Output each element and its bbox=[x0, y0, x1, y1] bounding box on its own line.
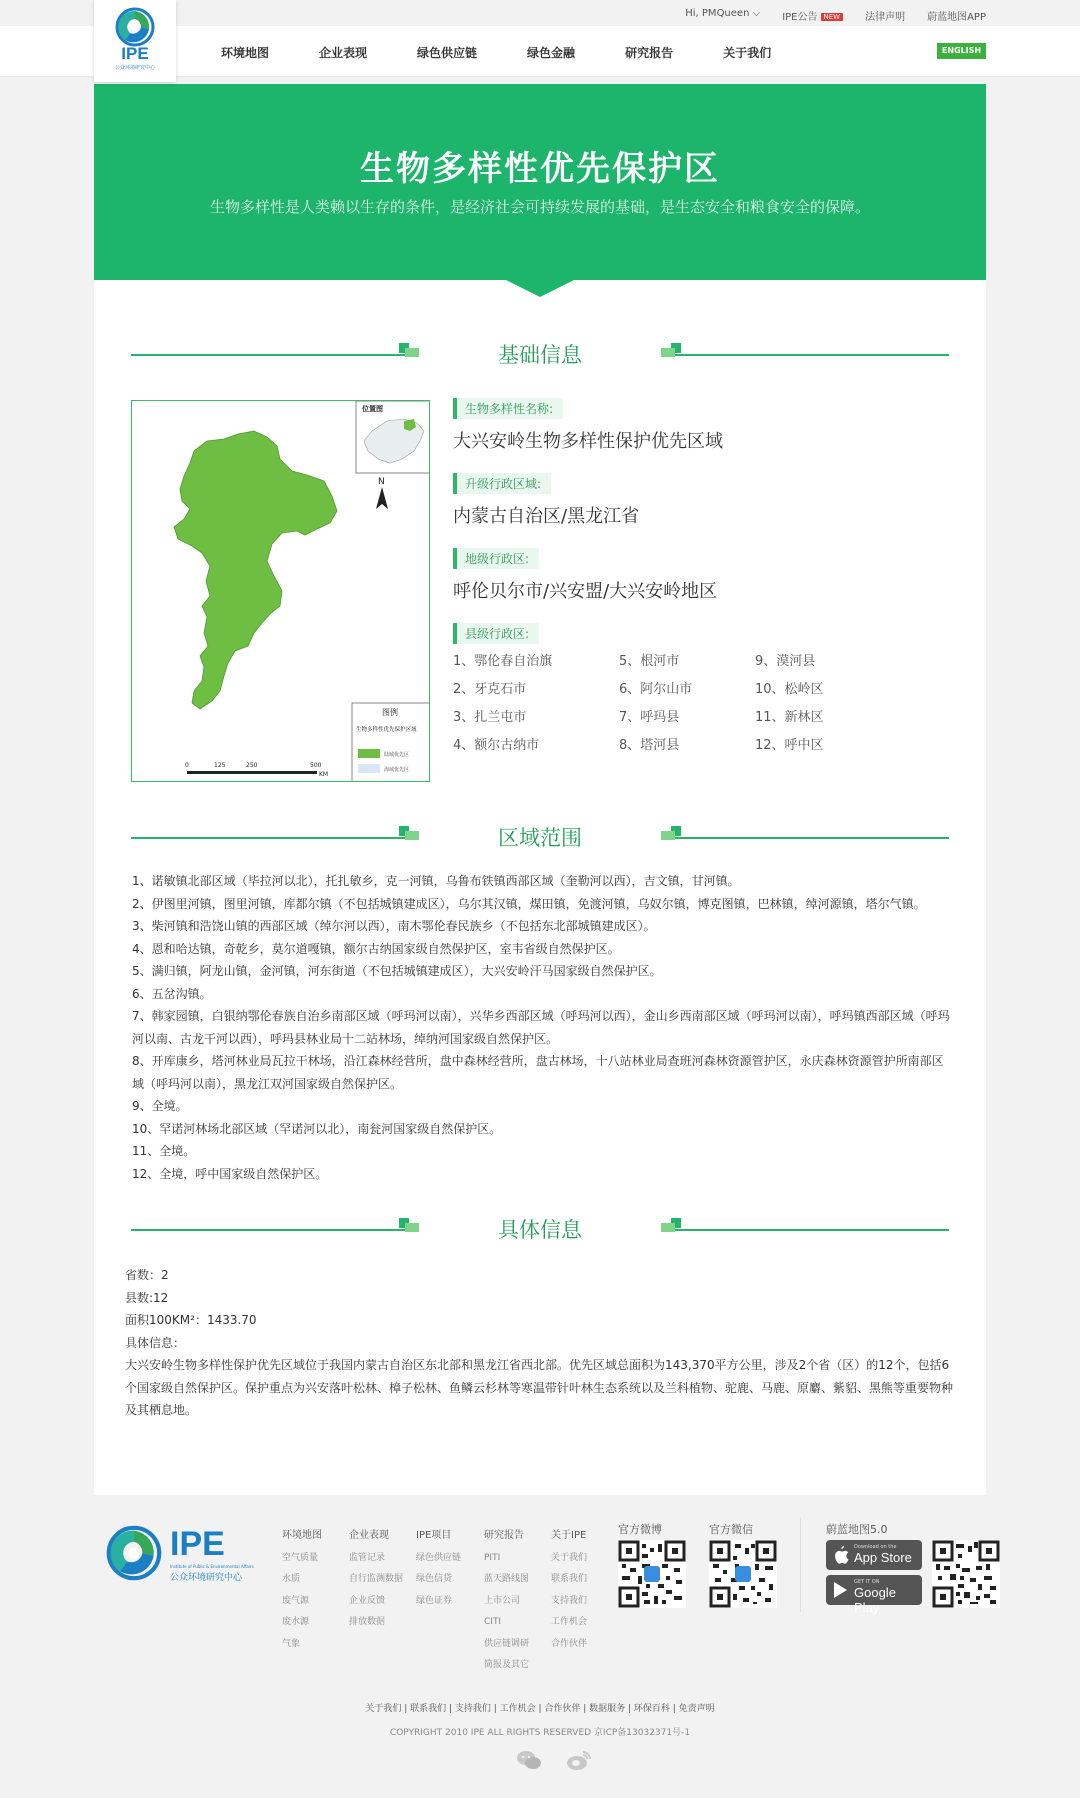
section-title-detail: 具体信息 bbox=[498, 1218, 582, 1242]
nav-item-about[interactable]: 关于我们 bbox=[723, 46, 772, 60]
info-province-block bbox=[453, 473, 639, 528]
county-item: 4、额尔古纳市 bbox=[453, 738, 540, 753]
top-links bbox=[685, 8, 986, 23]
logo-text: IPE bbox=[121, 44, 149, 63]
footer-col-head[interactable]: 企业表现 bbox=[349, 1530, 389, 1541]
range-list bbox=[132, 870, 952, 1185]
footer-links-row[interactable]: 关于我们 | 联系我们 | 支持我们 | 工作机会 | 合作伙伴 | 数据服务 | 环保百科 | 免责声明 bbox=[365, 1704, 715, 1714]
range-item: 2、伊图里河镇，图里河镇，库都尔镇（不包括城镇建成区），乌尔其汉镇，煤田镇，免渡河镇，乌奴尔镇，博克图镇，巴林镇，绰河源镇，塔尔气镇。 bbox=[132, 896, 926, 911]
legal-link[interactable]: 法律声明 bbox=[865, 12, 906, 23]
county-item: 1、鄂伦春自治旗 bbox=[453, 654, 553, 669]
site-logo[interactable] bbox=[94, 0, 176, 82]
range-item: 4、恩和哈达镇，奇乾乡，莫尔道嘎镇，额尔古纳国家级自然保护区，室韦省级自然保护区。 bbox=[132, 941, 620, 956]
footer-col-head[interactable]: IPE项目 bbox=[416, 1530, 452, 1541]
section-header-basic bbox=[131, 339, 949, 369]
county-count: 县数:12 bbox=[125, 1290, 169, 1305]
range-item: 12、全境，呼中国家级自然保护区。 bbox=[132, 1166, 328, 1181]
north-arrow-icon bbox=[376, 487, 388, 509]
county-item: 12、呼中区 bbox=[755, 738, 824, 753]
section-header-range bbox=[131, 822, 949, 852]
ipe-logo-icon bbox=[115, 7, 155, 47]
scale-unit: KM bbox=[319, 771, 329, 778]
app-store-label: App Store bbox=[854, 1550, 912, 1565]
detail-block bbox=[125, 1264, 955, 1422]
county-item: 3、扎兰屯市 bbox=[453, 710, 527, 725]
footer-logo-text: IPE bbox=[170, 1525, 225, 1563]
footer-link[interactable]: 蓝天路线图 bbox=[484, 1574, 530, 1584]
page-subtitle: 生物多样性是人类赖以生存的条件，是经济社会可持续发展的基础，是生态安全和粮食安全的保障。 bbox=[209, 198, 870, 216]
range-item: 5、满归镇，阿龙山镇，金河镇，河东街道（不包括城镇建成区），大兴安岭汗马国家级自然保护区。 bbox=[132, 964, 662, 978]
footer-link[interactable]: 工作机会 bbox=[551, 1617, 588, 1627]
county-item: 8、塔河县 bbox=[619, 738, 680, 753]
county-item: 5、根河市 bbox=[619, 654, 680, 669]
scale-tick-0: 0 bbox=[185, 762, 189, 769]
north-label: N bbox=[378, 477, 385, 487]
footer-col-research bbox=[484, 1525, 529, 1677]
footer-logo-en: Institute of Public & Environmental Affairs bbox=[170, 1564, 254, 1569]
section-header-detail bbox=[131, 1214, 949, 1244]
app-store-button[interactable] bbox=[826, 1540, 922, 1570]
weibo-title: 官方微博 bbox=[618, 1523, 662, 1536]
range-item: 11、全境。 bbox=[132, 1144, 196, 1158]
legend-sea-swatch bbox=[358, 764, 380, 773]
scale-tick-250: 250 bbox=[246, 762, 258, 769]
range-item: 6、五岔沟镇。 bbox=[132, 986, 212, 1001]
google-play-label: Google Play bbox=[854, 1585, 896, 1615]
app-link[interactable]: 蔚蓝地图APP bbox=[927, 12, 986, 23]
scale-bar bbox=[187, 771, 317, 774]
province-label: 升级行政区域: bbox=[453, 473, 551, 494]
qr-code-icon bbox=[932, 1540, 1000, 1608]
nav-menu bbox=[221, 44, 821, 61]
notice-link[interactable] bbox=[782, 8, 843, 23]
nav-item-environment-map[interactable]: 环境地图 bbox=[221, 46, 270, 60]
user-menu[interactable]: Hi, PMQueen ⌵ bbox=[685, 8, 761, 19]
footer-link[interactable]: 废气源 bbox=[282, 1595, 310, 1606]
county-item: 2、牙克石市 bbox=[453, 682, 527, 697]
nav-item-green-finance[interactable]: 绿色金融 bbox=[527, 46, 576, 60]
footer-link[interactable]: 供应链调研 bbox=[484, 1638, 530, 1649]
info-county-block bbox=[453, 623, 539, 644]
hero-banner bbox=[94, 84, 986, 280]
city-value: 呼伦贝尔市/兴安盟/大兴安岭地区 bbox=[453, 581, 718, 602]
legend-item-label: 生物多样性优先保护区域 bbox=[356, 727, 417, 733]
footer-link[interactable]: 关于我们 bbox=[551, 1552, 588, 1563]
nav-item-research[interactable]: 研究报告 bbox=[625, 46, 674, 60]
wechat-title: 官方微信 bbox=[709, 1523, 753, 1536]
qr-code-icon bbox=[709, 1540, 777, 1608]
weibo-qr-code bbox=[618, 1540, 686, 1608]
app-qr-code bbox=[932, 1540, 1000, 1608]
footer-link[interactable]: 联系我们 bbox=[551, 1574, 588, 1584]
footer-link[interactable]: CITI bbox=[484, 1617, 502, 1627]
footer-divider bbox=[800, 1517, 801, 1612]
app-title: 蔚蓝地图5.0 bbox=[826, 1523, 888, 1536]
footer-link[interactable]: 绿色信贷 bbox=[416, 1574, 453, 1584]
scale-tick-125: 125 bbox=[214, 762, 226, 769]
range-item: 7、韩家园镇，白银纳鄂伦春族自治乡南部区域（呼玛河以南），兴华乡西部区域（呼玛河以西），金山乡西南部区域（呼玛河以南），呼玛镇西部区域（呼玛河以南、古龙干河以西），呼玛县林业局十二站林场，绰纳河国家级自然保护区。 bbox=[132, 1009, 950, 1046]
nav-item-green-supply-chain[interactable]: 绿色供应链 bbox=[417, 46, 478, 60]
footer-link[interactable]: 上市公司 bbox=[484, 1595, 521, 1606]
footer-logo-cn: 公众环境研究中心 bbox=[170, 1573, 243, 1583]
footer-col-head[interactable]: 研究报告 bbox=[484, 1530, 524, 1541]
logo-subtitle: 公众环境研究中心 bbox=[114, 65, 155, 71]
google-play-icon bbox=[833, 1581, 849, 1599]
province-value: 内蒙古自治区/黑龙江省 bbox=[453, 506, 640, 527]
footer-link[interactable]: 企业反馈 bbox=[349, 1595, 386, 1606]
footer-col-map bbox=[282, 1525, 322, 1655]
page-title: 生物多样性优先保护区 bbox=[360, 149, 720, 189]
app-store-small: Download on the bbox=[854, 1544, 897, 1550]
legend-title: 图例 bbox=[382, 708, 398, 717]
detail-label: 具体信息： bbox=[125, 1335, 186, 1350]
county-label: 县级行政区: bbox=[453, 623, 539, 644]
footer-link[interactable]: 支持我们 bbox=[551, 1595, 588, 1606]
legend-land-swatch bbox=[358, 749, 380, 758]
main-content bbox=[94, 84, 986, 1495]
apple-icon bbox=[833, 1546, 849, 1564]
area-value: 面积100KM²：1433.70 bbox=[125, 1313, 257, 1327]
footer-logo-icon bbox=[106, 1525, 162, 1581]
region-map-graphic bbox=[132, 401, 430, 782]
footer-link[interactable]: 绿色证券 bbox=[416, 1595, 453, 1606]
footer-col-about bbox=[551, 1525, 587, 1655]
protected-area-shape bbox=[174, 431, 337, 709]
county-item: 11、新林区 bbox=[755, 710, 824, 725]
province-count: 省数：2 bbox=[125, 1268, 169, 1282]
legend-sea-label: 海域优先区 bbox=[384, 767, 410, 773]
wechat-qr-code bbox=[709, 1540, 777, 1608]
region-name: 大兴安岭生物多样性保护优先区域 bbox=[453, 431, 723, 452]
county-list bbox=[453, 650, 853, 770]
copyright: COPYRIGHT 2010 IPE ALL RIGHTS RESERVED 京ICP备13032371号-1 bbox=[389, 1728, 691, 1738]
new-badge: NEW bbox=[821, 13, 844, 21]
footer-link[interactable]: 简报及其它 bbox=[484, 1660, 530, 1670]
footer-link[interactable]: PITI bbox=[484, 1552, 501, 1563]
range-item: 9、全境。 bbox=[132, 1099, 188, 1113]
range-item: 10、罕诺河林场北部区域（罕诺河以北），南瓮河国家级自然保护区。 bbox=[132, 1121, 502, 1136]
range-item: 1、诺敏镇北部区域（毕拉河以北），托扎敏乡，克一河镇，乌鲁布铁镇西部区域（奎勒河以西），吉文镇，甘河镇。 bbox=[132, 874, 740, 888]
county-item: 10、松岭区 bbox=[755, 682, 824, 697]
footer-link[interactable]: 绿色供应链 bbox=[416, 1552, 462, 1563]
qr-code-icon bbox=[618, 1540, 686, 1608]
region-map bbox=[131, 400, 430, 782]
city-label: 地级行政区: bbox=[453, 548, 539, 569]
hero-notch bbox=[504, 279, 576, 297]
info-name-block bbox=[453, 398, 723, 453]
footer-link[interactable]: 气象 bbox=[282, 1638, 301, 1649]
google-play-small: GET IT ON bbox=[854, 1579, 880, 1585]
footer-col-head[interactable]: 关于IPE bbox=[551, 1530, 587, 1541]
footer-link[interactable]: 排放数据 bbox=[349, 1617, 386, 1627]
detail-description: 大兴安岭生物多样性保护优先区域位于我国内蒙古自治区东北部和黑龙江省西北部。优先区域总面积为143,370平方公里，涉及2个省（区）的12个，包括6个国家级自然保护区。保护重点为兴安落叶松林、樟子松林、鱼鳞云杉林等寒温带针叶林生态系统以及兰科植物、驼鹿、马鹿、原麝、紫貂、黑熊等重要物种及其栖息地。 bbox=[125, 1358, 954, 1417]
weibo-icon[interactable] bbox=[566, 1749, 592, 1771]
section-title-range: 区域范围 bbox=[498, 826, 582, 850]
footer-col-enterprise bbox=[349, 1525, 403, 1634]
footer bbox=[0, 1495, 1080, 1798]
footer-link[interactable]: 合作伙伴 bbox=[551, 1638, 588, 1649]
google-play-button[interactable] bbox=[826, 1575, 922, 1615]
footer-link[interactable]: 监管记录 bbox=[349, 1552, 386, 1563]
footer-link[interactable]: 空气质量 bbox=[282, 1552, 319, 1563]
info-city-block bbox=[453, 548, 717, 603]
footer-col-head[interactable]: 环境地图 bbox=[282, 1530, 322, 1541]
footer-col-projects bbox=[416, 1525, 461, 1612]
range-item: 8、开库康乡，塔河林业局瓦拉干林场，沿江森林经营所，盘中森林经营所，盘古林场，十八站林业局查班河森林资源管护区，永庆森林资源管护所南部区域（呼玛河以南），黑龙江双河国家级自然保护区。 bbox=[132, 1054, 944, 1091]
notice-label[interactable]: IPE公告 bbox=[782, 12, 818, 23]
scale-tick-500: 500 bbox=[310, 762, 322, 769]
nav-item-enterprise[interactable]: 企业表现 bbox=[319, 46, 368, 60]
section-title-basic: 基础信息 bbox=[498, 343, 582, 367]
county-item: 6、阿尔山市 bbox=[619, 682, 693, 697]
legend-land-label: 陆域优先区 bbox=[384, 752, 410, 758]
range-item: 3、柴河镇和浩饶山镇的西部区域（绰尔河以西），南木鄂伦春民族乡（不包括东北部城镇建成区）。 bbox=[132, 919, 656, 933]
footer-link[interactable]: 水质 bbox=[282, 1574, 301, 1584]
footer-link[interactable]: 自行监测数据 bbox=[349, 1574, 404, 1584]
inset-map-title: 位置图 bbox=[362, 405, 383, 413]
wechat-icon[interactable] bbox=[516, 1749, 542, 1771]
name-label: 生物多样性名称: bbox=[453, 398, 563, 419]
county-item: 9、漠河县 bbox=[755, 654, 816, 669]
english-button[interactable]: ENGLISH bbox=[937, 43, 986, 59]
footer-link[interactable]: 废水源 bbox=[282, 1617, 310, 1627]
county-item: 7、呼玛县 bbox=[619, 710, 680, 725]
